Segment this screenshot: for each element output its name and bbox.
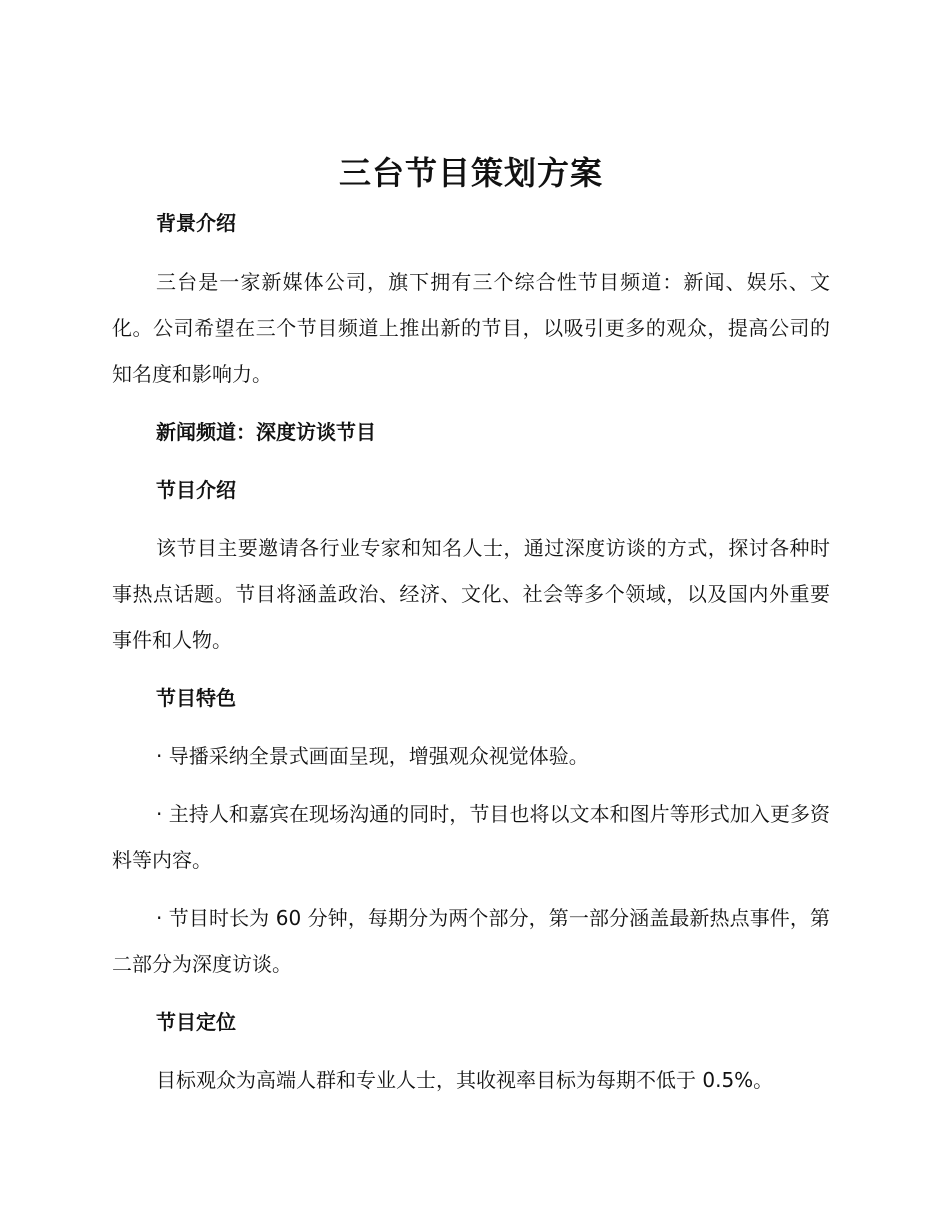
program-features-heading: 节目特色 (156, 686, 236, 710)
background-heading: 背景介绍 (156, 211, 236, 235)
background-paragraph: 三台是一家新媒体公司，旗下拥有三个综合性节目频道：新闻、娱乐、文化。公司希望在三个节目频道上推出新的节目，以吸引更多的观众，提高公司的知名度和影响力。 (112, 270, 830, 386)
program-positioning-heading: 节目定位 (156, 1010, 236, 1034)
document-title: 三台节目策划方案 (338, 154, 603, 192)
feature-item: · 节目时长为 60 分钟，每期分为两个部分，第一部分涵盖最新热点事件，第二部分为深度访谈。 (112, 906, 830, 976)
feature-item: · 导播采纳全景式画面呈现，增强观众视觉体验。 (156, 744, 589, 768)
program-positioning-paragraph: 目标观众为高端人群和专业人士，其收视率目标为每期不低于 0.5%。 (156, 1068, 774, 1092)
feature-item: · 主持人和嘉宾在现场沟通的同时，节目也将以文本和图片等形式加入更多资料等内容。 (112, 802, 830, 872)
program-intro-paragraph: 该节目主要邀请各行业专家和知名人士，通过深度访谈的方式，探讨各种时事热点话题。节目将涵盖政治、经济、文化、社会等多个领域，以及国内外重要事件和人物。 (112, 536, 830, 652)
news-channel-heading: 新闻频道：深度访谈节目 (156, 420, 376, 444)
program-intro-heading: 节目介绍 (156, 478, 236, 502)
